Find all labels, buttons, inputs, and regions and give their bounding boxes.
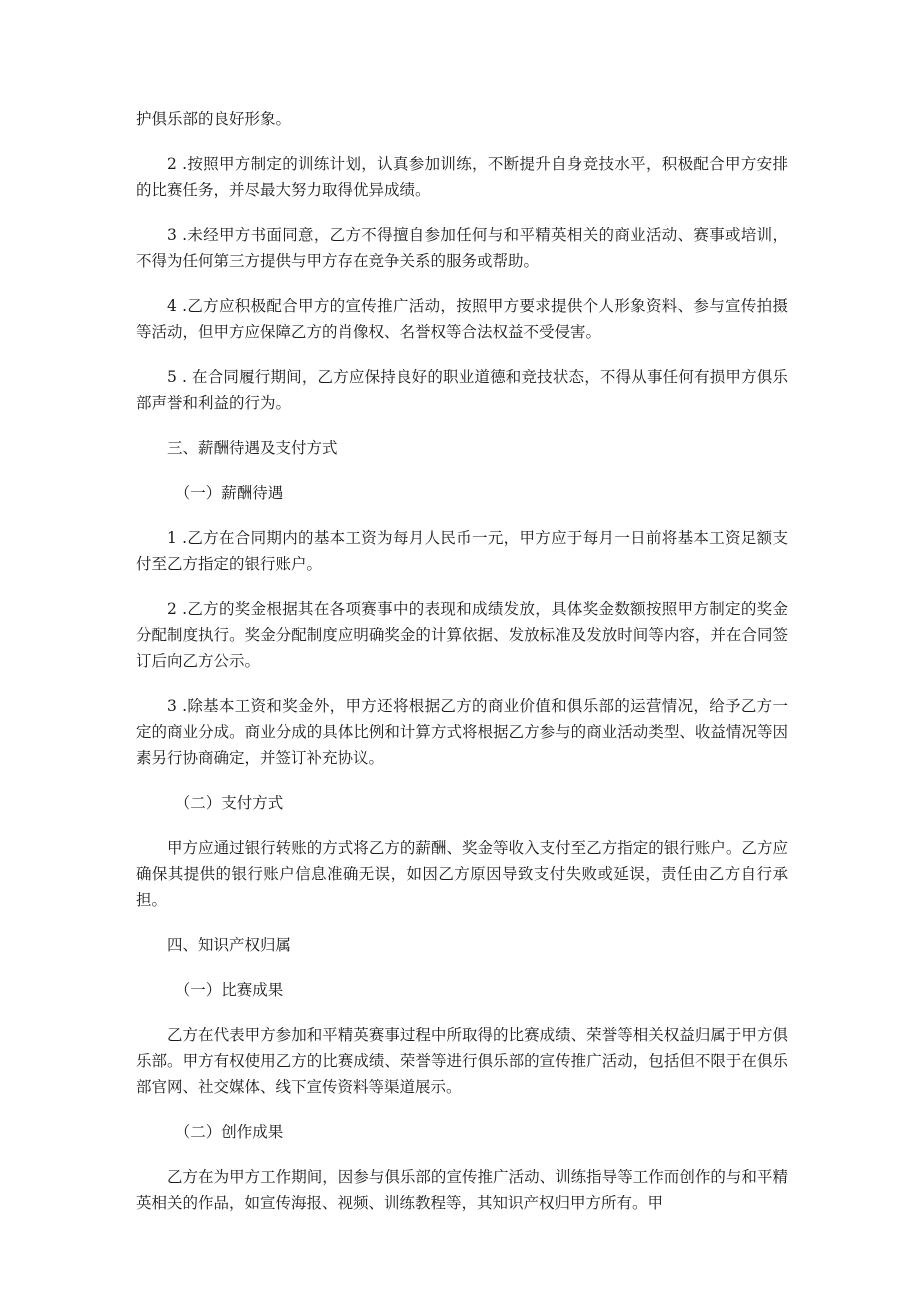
section-heading-4: 四、知识产权归属 bbox=[167, 936, 292, 954]
payment-paragraph: 甲方应通过银行转账的方式将乙方的薪酬、奖金等收入支付至乙方指定的银行账户。乙方应确保其提供的银行账户信息准确无误，如因乙方原因导致支付失败或延误，责任由乙方自行承担。 bbox=[136, 839, 788, 909]
salary-clause-3: 3 .除基本工资和奖金外，甲方还将根据乙方的商业价值和俱乐部的运营情况，给予乙方一定的商业分成。商业分成的具体比例和计算方式将根据乙方参与的商业活动类型、收益情况等因素另行协商确定，并签订补充协议。 bbox=[136, 697, 788, 767]
document-page bbox=[136, 106, 788, 1216]
paragraph-continuation: 护俱乐部的良好形象。 bbox=[136, 110, 292, 128]
clause-4: 4 .乙方应积极配合甲方的宣传推广活动，按照甲方要求提供个人形象资料、参与宣传拍摄等活动，但甲方应保障乙方的肖像权、名誉权等合法权益不受侵害。 bbox=[136, 297, 788, 341]
clause-3: 3 .未经甲方书面同意，乙方不得擅自参加任何与和平精英相关的商业活动、赛事或培训，不得为任何第三方提供与甲方存在竞争关系的服务或帮助。 bbox=[136, 226, 788, 270]
salary-clause-2: 2 .乙方的奖金根据其在各项赛事中的表现和成绩发放，具体奖金数额按照甲方制定的奖金分配制度执行。奖金分配制度应明确奖金的计算依据、发放标准及发放时间等内容，并在合同签订后向乙方公示。 bbox=[136, 600, 788, 670]
section-heading-3: 三、薪酬待遇及支付方式 bbox=[167, 439, 338, 457]
competition-paragraph: 乙方在代表甲方参加和平精英赛事过程中所取得的比赛成绩、荣誉等相关权益归属于甲方俱乐部。甲方有权使用乙方的比赛成绩、荣誉等进行俱乐部的宣传推广活动，包括但不限于在俱乐部官网、社交媒体、线下宣传资料等渠道展示。 bbox=[136, 1026, 788, 1096]
salary-clause-1: 1 .乙方在合同期内的基本工资为每月人民币一元，甲方应于每月一日前将基本工资足额支付至乙方指定的银行账户。 bbox=[136, 529, 788, 573]
subsection-heading-competition: （一）比赛成果 bbox=[174, 981, 284, 999]
creation-paragraph: 乙方在为甲方工作期间，因参与俱乐部的宣传推广活动、训练指导等工作而创作的与和平精英相关的作品，如宣传海报、视频、训练教程等，其知识产权归甲方所有。甲 bbox=[136, 1168, 788, 1212]
clause-2: 2 .按照甲方制定的训练计划，认真参加训练，不断提升自身竞技水平，积极配合甲方安排的比赛任务，并尽最大努力取得优异成绩。 bbox=[136, 155, 788, 199]
subsection-heading-payment: （二）支付方式 bbox=[174, 794, 284, 812]
subsection-heading-salary: （一）薪酬待遇 bbox=[174, 484, 284, 502]
subsection-heading-creation: （二）创作成果 bbox=[174, 1123, 284, 1141]
clause-5: 5 . 在合同履行期间，乙方应保持良好的职业道德和竞技状态，不得从事任何有损甲方俱乐部声誉和利益的行为。 bbox=[136, 368, 788, 412]
